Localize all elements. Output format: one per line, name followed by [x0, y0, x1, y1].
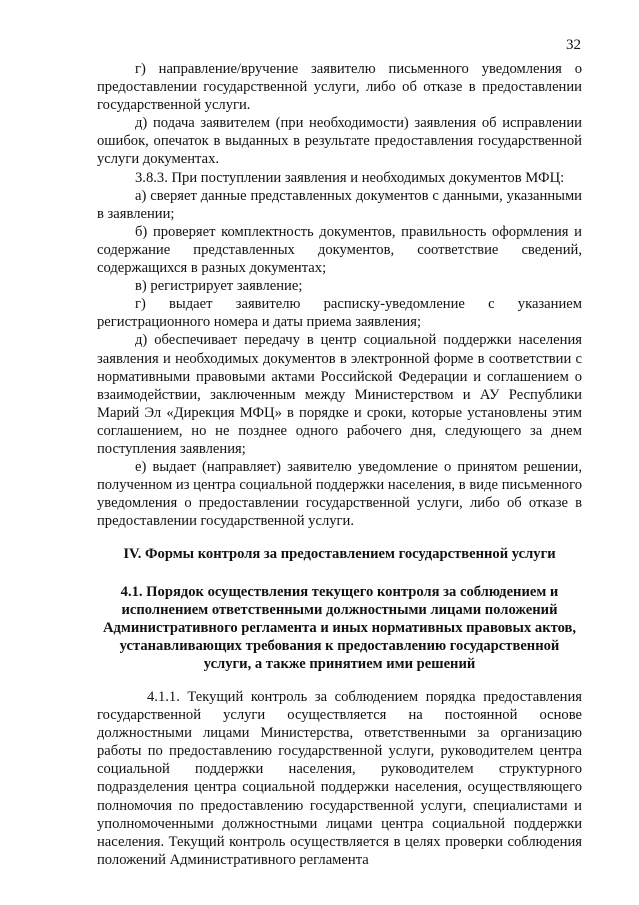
paragraph-g-notification: г) направление/вручение заявителю письменного уведомления о предоставлении государственной услуги, либо об отказе в предоставлении государственной услуги. [97, 61, 582, 114]
paragraph-v-register: в) регистрирует заявление; [135, 278, 303, 295]
paragraph-e-issue: е) выдает (направляет) заявителю уведомление о принятом решении, полученном из центра социальной поддержки населения, в виде письменного уведомления о предоставлении государственной услуги, либо об отказе в предоставлении государственной услуги. [97, 459, 582, 530]
paragraph-3-8-3: 3.8.3. При поступлении заявления и необходимых документов МФЦ: [135, 169, 565, 186]
section-heading: IV. Формы контроля за предоставлением государственной услуги [123, 546, 556, 563]
document-body [97, 60, 582, 869]
paragraph-b-check: б) проверяет комплектность документов, правильность оформления и содержание представленных документов, соответствие сведений, содержащихся в разных документах; [97, 223, 582, 277]
paragraph-d-transfer: д) обеспечивает передачу в центр социальной поддержки населения заявления и необходимых документов в электронной форме в соответствии с нормативными правовыми актами Российской Федерации и соглашением о взаимодействии, заключенным между Министерством и АУ Республики Марий Эл «Дирекция МФЦ» в порядке и сроки, которые установлены этим соглашением, но не позднее одного рабочего дня, следующего за днем поступления заявления; [97, 332, 582, 457]
paragraph-g-receipt: г) выдает заявителю расписку-уведомление с указанием регистрационного номера и даты приема заявления; [97, 296, 582, 331]
paragraph-4-1-1: 4.1.1. Текущий контроль за соблюдением порядка предоставления государственной услуги осуществляется на постоянной основе должностными лицами Министерства, ответственными за организацию работы по предоставлению государственной услуги, руководителем центра социальной поддержки населения, руководителем структурного подразделения центра социальной поддержки населения, осуществляющего полномочия по предоставлению государственной услуги, специалистами и уполномоченными должностными лицами центра социальной поддержки населения. Текущий контроль осуществляется в целях проверки соблюдения положений Административного регламента [97, 689, 582, 868]
subsection-heading: 4.1. Порядок осуществления текущего контроля за соблюдением и исполнением ответственными должностными лицами положений Административного регламента и иных нормативных правовых актов, устанавливающих требования к предоставлению государственной услуги, а также принятием ими решений [102, 583, 577, 672]
paragraph-a-verify: а) сверяет данные представленных документов с данными, указанными в заявлении; [97, 187, 582, 222]
paragraph-d-correction: д) подача заявителем (при необходимости) заявления об исправлении ошибок, опечаток в выданных в результате предоставления государственной услуги документах. [97, 115, 582, 168]
page-number: 32 [566, 37, 581, 53]
